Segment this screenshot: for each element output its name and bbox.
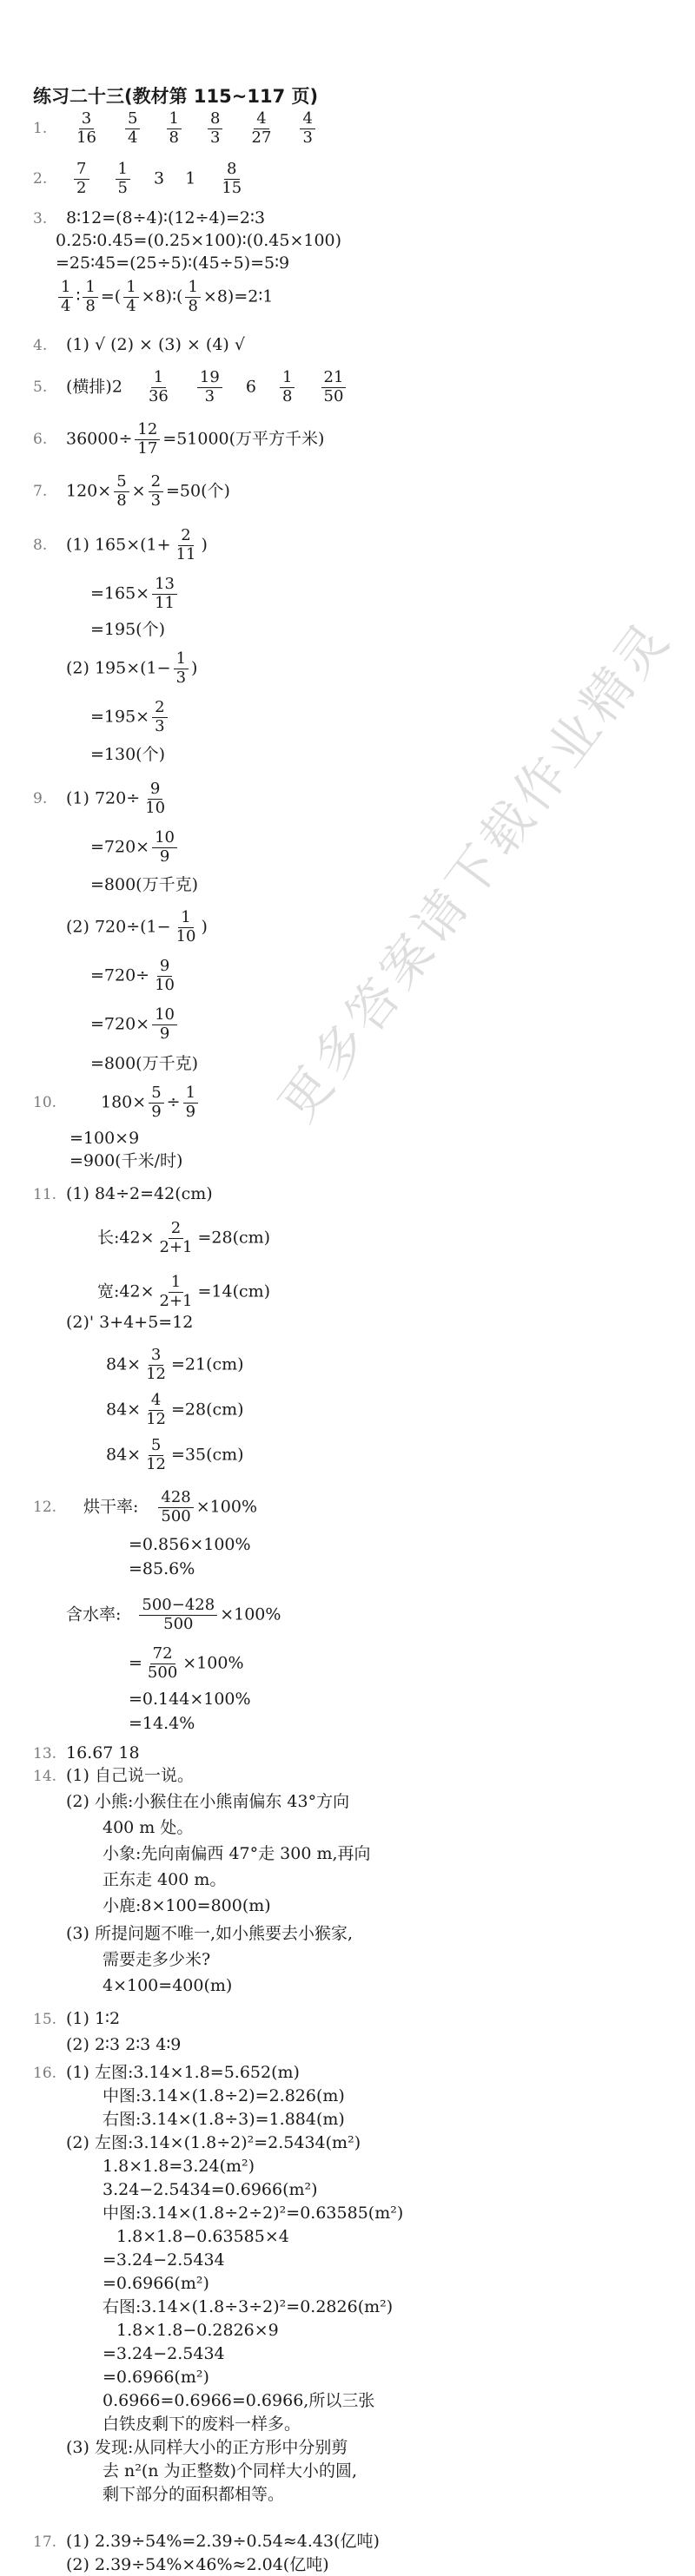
item-16-line: 1.8×1.8−0.63585×4 bbox=[116, 2227, 289, 2246]
fraction: $\frac{428}{500}$ bbox=[158, 1490, 193, 1525]
fraction: $\frac{3}{12}$ bbox=[146, 1346, 167, 1383]
fraction: $\frac{4}{27}$ bbox=[251, 109, 272, 147]
fraction: $\frac{2}{3}$ bbox=[149, 474, 163, 510]
fraction: $\frac{5}{4}$ bbox=[125, 111, 140, 147]
item-16-line: =0.6966(m²) bbox=[103, 2368, 209, 2387]
watermark: 更多答案请下载作业精灵 bbox=[267, 609, 683, 1133]
item-16-line: 中图:3.14×(1.8÷2)=2.826(m) bbox=[103, 2086, 345, 2105]
fraction: $\frac{1}{10}$ bbox=[175, 908, 196, 945]
item-5: 5. (横排)2 $\frac{1}{36}$ $\frac{19}{3}$ 6 $\frac{1}{8}$ $\frac{21}{50}$ bbox=[33, 370, 348, 405]
item-14-line: (2) 小熊:小猴住在小熊南偏东 43°方向 bbox=[66, 1792, 350, 1811]
item-9-part-1: 9. (1) 720÷ $\frac{9}{10}$ bbox=[33, 781, 170, 817]
item-2 bbox=[33, 161, 247, 197]
fraction: $\frac{2}{2+1}$ bbox=[159, 1219, 193, 1256]
fraction: $\frac{5}{9}$ bbox=[149, 1085, 163, 1121]
fraction: $\frac{8}{15}$ bbox=[222, 160, 242, 197]
item-3-line-3: =25∶45=(25÷5)∶(45÷5)=5∶9 bbox=[56, 254, 290, 273]
fraction: $\frac{5}{12}$ bbox=[146, 1436, 167, 1473]
fraction: $\frac{1}{9}$ bbox=[183, 1085, 198, 1121]
answer-text: 8∶12=(8÷4)∶(12÷4)=2∶3 bbox=[66, 208, 266, 227]
item-11-length: 长:42× $\frac{2}{2+1}$ =28(cm) bbox=[97, 1219, 271, 1256]
item-number: 1. bbox=[33, 120, 48, 138]
item-16-line: 去 n²(n 为正整数)个同样大小的圆, bbox=[103, 2461, 358, 2480]
item-15-part-2: (2) 2∶3 2∶3 4∶9 bbox=[66, 2035, 182, 2054]
item-16-line: (3) 发现:从同样大小的正方形中分别剪 bbox=[66, 2438, 348, 2457]
item-number: 8. bbox=[33, 537, 48, 555]
fraction: $\frac{1}{8}$ bbox=[167, 111, 182, 147]
item-16-line: (2) 左图:3.14×(1.8÷2)²=2.5434(m²) bbox=[66, 2133, 361, 2152]
fraction: $\frac{1}{8}$ bbox=[83, 280, 97, 315]
item-11-part-2: (2)' 3+4+5=12 bbox=[66, 1313, 194, 1332]
item-9-step: =720× $\frac{10}{9}$ bbox=[90, 830, 180, 866]
item-11-step: 84× $\frac{5}{12}$ =35(cm) bbox=[106, 1436, 244, 1473]
item-14-line: 正东走 400 m。 bbox=[103, 1870, 227, 1889]
item-8-step: =165× $\frac{13}{11}$ bbox=[90, 576, 180, 612]
item-number: 15. bbox=[33, 2011, 57, 2028]
item-11-width: 宽:42× $\frac{1}{2+1}$ =14(cm) bbox=[97, 1273, 271, 1310]
item-13: 13. 16.67 18 bbox=[33, 1742, 140, 1765]
item-9-step: =800(万千克) bbox=[90, 1054, 199, 1073]
item-12-water-rate: 含水率: $\frac{500-428}{500}$ ×100% bbox=[66, 1596, 281, 1633]
item-16-line: 0.6966=0.6966=0.6966,所以三张 bbox=[103, 2391, 375, 2410]
fraction: $\frac{4}{3}$ bbox=[300, 111, 314, 147]
item-8-part-2: (2) 195×(1− $\frac{1}{3}$ ) bbox=[66, 649, 198, 687]
item-number: 11. bbox=[33, 1186, 57, 1203]
fraction: $\frac{2}{11}$ bbox=[175, 526, 196, 563]
fraction: $\frac{1}{4}$ bbox=[123, 280, 138, 315]
fraction: $\frac{19}{3}$ bbox=[197, 370, 222, 405]
fraction: $\frac{72}{500}$ bbox=[147, 1644, 178, 1682]
item-8-step: =195× $\frac{2}{3}$ bbox=[90, 700, 170, 735]
fraction: $\frac{9}{10}$ bbox=[145, 780, 166, 817]
fraction: $\frac{1}{8}$ bbox=[185, 280, 200, 315]
answer-text: (1) √ (2) × (3) × (4) √ bbox=[66, 335, 245, 354]
item-12-dry-rate: 12. 烘干率: $\frac{428}{500}$ ×100% bbox=[33, 1488, 258, 1525]
item-11-step: 84× $\frac{4}{12}$ =28(cm) bbox=[106, 1391, 244, 1428]
item-12-step: =0.856×100% bbox=[129, 1535, 251, 1554]
item-number: 4. bbox=[33, 337, 48, 354]
item-10-step: =900(千米/时) bbox=[70, 1151, 183, 1170]
item-number: 3. bbox=[33, 210, 48, 227]
item-6: 6. 36000÷ $\frac{12}{17}$ =51000(万平方千米) bbox=[33, 420, 325, 458]
item-16-line: 剩下部分的面积都相等。 bbox=[103, 2485, 285, 2504]
fraction: $\frac{9}{10}$ bbox=[155, 957, 175, 994]
item-8-part-1: 8. (1) 165×(1+ $\frac{2}{11}$ ) bbox=[33, 526, 208, 563]
item-12-step: =85.6% bbox=[129, 1559, 195, 1578]
item-14-part-1: 14. (1) 自己说一说。 bbox=[33, 1764, 194, 1788]
item-12-step: =14.4% bbox=[129, 1714, 195, 1733]
page-title: 练习二十三(教材第 115~117 页) bbox=[33, 86, 319, 107]
fraction: $\frac{4}{12}$ bbox=[146, 1391, 167, 1428]
item-12-step: = $\frac{72}{500}$ ×100% bbox=[129, 1644, 244, 1682]
fraction: $\frac{8}{3}$ bbox=[208, 111, 222, 147]
item-number: 10. bbox=[33, 1094, 57, 1112]
item-3-line-1 bbox=[33, 207, 265, 230]
item-14-line: 小象:先向南偏西 47°走 300 m,再向 bbox=[103, 1844, 371, 1863]
item-9-step: =720÷ $\frac{9}{10}$ bbox=[90, 959, 180, 994]
item-14-line: 小鹿:8×100=800(m) bbox=[103, 1896, 271, 1915]
item-4 bbox=[33, 333, 245, 357]
item-10-step: =100×9 bbox=[70, 1129, 140, 1148]
item-number: 2. bbox=[33, 170, 48, 188]
item-16-line: 1.8×1.8=3.24(m²) bbox=[103, 2157, 255, 2176]
fraction: $\frac{7}{2}$ bbox=[74, 161, 89, 197]
item-16-line: 1.8×1.8−0.2826×9 bbox=[116, 2321, 279, 2340]
item-8-step: =130(个) bbox=[90, 745, 166, 764]
item-number: 17. bbox=[33, 2533, 57, 2551]
fraction: $\frac{1}{3}$ bbox=[174, 651, 189, 687]
item-number: 6. bbox=[33, 431, 48, 449]
item-10: 10. 180× $\frac{5}{9}$ ÷ $\frac{1}{9}$ bbox=[33, 1085, 201, 1121]
answer-value: 3 bbox=[154, 168, 165, 188]
item-16-line: =3.24−2.5434 bbox=[103, 2344, 225, 2363]
item-7: 7. 120× $\frac{5}{8}$ × $\frac{2}{3}$ =50(个) bbox=[33, 472, 230, 510]
item-15-part-1: 15. (1) 1∶2 bbox=[33, 2007, 120, 2031]
item-1 bbox=[33, 111, 318, 147]
item-14-line: 400 m 处。 bbox=[103, 1818, 194, 1837]
item-16-line: 白铁皮剩下的废料一样多。 bbox=[103, 2415, 301, 2434]
item-16-line: 右图:3.14×(1.8÷3÷2)²=0.2826(m²) bbox=[103, 2297, 394, 2316]
item-16-line: 右图:3.14×(1.8÷3)=1.884(m) bbox=[103, 2110, 345, 2129]
item-14-line: (3) 所提问题不唯一,如小熊要去小猴家, bbox=[66, 1924, 354, 1943]
fraction: $\frac{1}{8}$ bbox=[280, 370, 295, 405]
item-8-step: =195(个) bbox=[90, 620, 166, 639]
item-17-part-1 bbox=[33, 2530, 380, 2553]
item-12-step: =0.144×100% bbox=[129, 1690, 251, 1709]
fraction: $\frac{2}{3}$ bbox=[152, 700, 167, 735]
item-11-part-1: 11. (1) 84÷2=42(cm) bbox=[33, 1183, 213, 1206]
item-3-line-2: 0.25∶0.45=(0.25×100)∶(0.45×100) bbox=[56, 231, 342, 250]
fraction: $\frac{1}{2+1}$ bbox=[159, 1273, 193, 1310]
item-14-line: 需要走多少米? bbox=[103, 1950, 211, 1969]
fraction: $\frac{500-428}{500}$ bbox=[139, 1598, 217, 1633]
item-number: 9. bbox=[33, 790, 48, 808]
fraction: $\frac{10}{9}$ bbox=[152, 830, 177, 866]
item-14-line: 4×100=400(m) bbox=[103, 1976, 233, 1995]
fraction: $\frac{1}{36}$ bbox=[148, 368, 169, 405]
item-9-step: =800(万千克) bbox=[90, 875, 199, 894]
item-16-line: =0.6966(m²) bbox=[103, 2274, 209, 2293]
fraction: $\frac{21}{50}$ bbox=[321, 370, 347, 405]
fraction: $\frac{3}{16}$ bbox=[76, 109, 96, 147]
fraction: $\frac{1}{4}$ bbox=[58, 280, 73, 315]
answer-value: 1 bbox=[185, 168, 196, 188]
item-3-line-4: $\frac{1}{4}$ ∶ $\frac{1}{8}$ =( $\frac{1}{4}$ ×8)∶( $\frac{1}{8}$ ×8)=2∶1 bbox=[56, 280, 273, 315]
item-16-line: 3.24−2.5434=0.6966(m²) bbox=[103, 2180, 318, 2199]
fraction: $\frac{12}{17}$ bbox=[135, 422, 160, 458]
fraction: $\frac{10}{9}$ bbox=[152, 1007, 177, 1043]
item-11-step: 84× $\frac{3}{12}$ =21(cm) bbox=[106, 1346, 244, 1383]
item-number: 14. bbox=[33, 1768, 57, 1785]
item-17-part-2: (2) 2.39÷54%×46%≈2.04(亿吨) bbox=[66, 2555, 329, 2574]
item-9-step: =720× $\frac{10}{9}$ bbox=[90, 1007, 180, 1043]
item-16-line: =3.24−2.5434 bbox=[103, 2250, 225, 2270]
item-16-line: 16. (1) 左图:3.14×1.8=5.652(m) bbox=[33, 2061, 300, 2085]
fraction: $\frac{5}{8}$ bbox=[114, 474, 129, 510]
fraction: $\frac{1}{5}$ bbox=[116, 161, 130, 197]
fraction: $\frac{13}{11}$ bbox=[152, 576, 177, 612]
item-number: 5. bbox=[33, 379, 48, 397]
item-number: 7. bbox=[33, 483, 48, 501]
item-number: 13. bbox=[33, 1745, 57, 1762]
item-number: 12. bbox=[33, 1499, 57, 1517]
item-9-part-2: (2) 720÷(1− $\frac{1}{10}$ ) bbox=[66, 908, 208, 945]
answer-text: (1) 2.39÷54%=2.39÷0.54≈4.43(亿吨) bbox=[66, 2532, 380, 2551]
item-number: 16. bbox=[33, 2065, 57, 2082]
item-16-line: 中图:3.14×(1.8÷2÷2)²=0.63585(m²) bbox=[103, 2204, 404, 2223]
